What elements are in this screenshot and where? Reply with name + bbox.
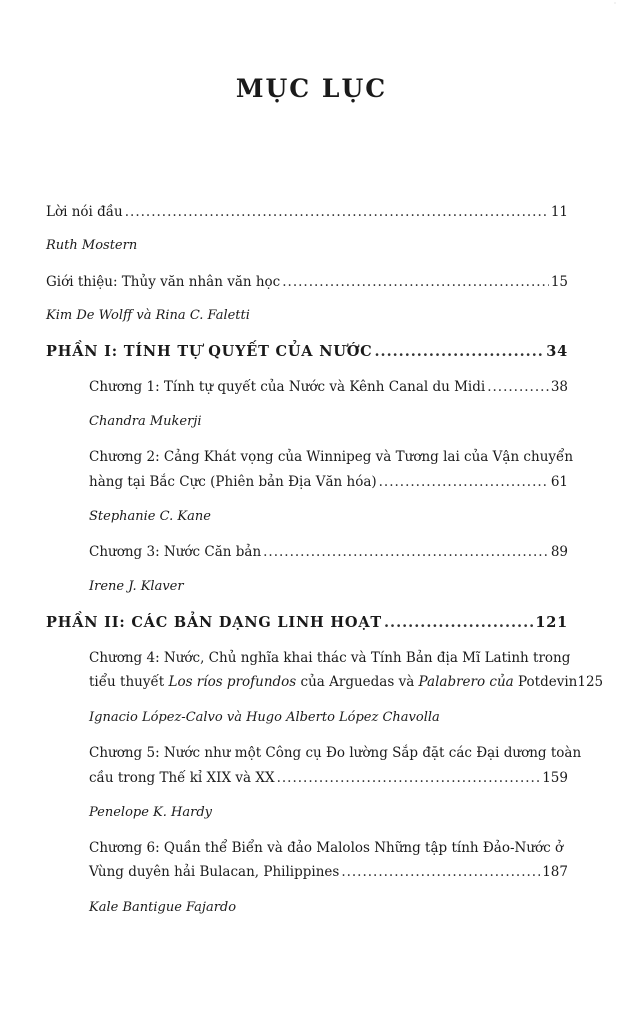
dot-leader — [374, 343, 544, 360]
toc-entry-label: cầu trong Thế kỉ XIX và XX — [89, 770, 275, 786]
toc-entry-chapter-4-line1[interactable]: Chương 4: Nước, Chủ nghĩa khai thác và Tính Bản địa Mĩ Latinh trong — [89, 650, 571, 666]
toc-page-number: 125 — [577, 674, 604, 690]
toc-entry-chapter-3[interactable] — [89, 544, 568, 560]
toc-part-2[interactable] — [46, 614, 568, 631]
dot-leader — [277, 770, 541, 786]
toc-author: Ruth Mostern — [46, 238, 138, 253]
dot-leader — [341, 864, 540, 880]
toc-author: Ignacio López-Calvo và Hugo Alberto López Chavolla — [89, 710, 440, 725]
toc-author: Irene J. Klaver — [89, 579, 184, 594]
toc-author: Chandra Mukerji — [89, 414, 202, 429]
dot-leader — [379, 474, 549, 490]
toc-entry-chapter-4-line2[interactable] — [89, 674, 603, 690]
toc-book-title: Palabrero của — [418, 674, 514, 690]
toc-author: Kale Bantigue Fajardo — [89, 900, 237, 915]
toc-entry-chapter-2-line1[interactable]: Chương 2: Cảng Khát vọng của Winnipeg và Tương lai của Vận chuyển — [89, 449, 574, 465]
toc-entry-intro[interactable] — [46, 274, 568, 290]
toc-entry-label: Vùng duyên hải Bulacan, Philippines — [89, 864, 340, 880]
toc-part-label: PHẦN II: CÁC BẢN DẠNG LINH HOẠT — [46, 614, 382, 631]
toc-entry-chapter-5[interactable] — [89, 770, 568, 786]
toc-entry-foreword[interactable] — [46, 204, 568, 220]
dot-leader — [125, 204, 549, 220]
toc-page-number: 159 — [542, 770, 568, 786]
toc-page-number: 34 — [546, 343, 568, 360]
toc-entry-label: hàng tại Bắc Cực (Phiên bản Địa Văn hóa) — [89, 474, 377, 490]
toc-entry-chapter-6[interactable] — [89, 864, 568, 880]
toc-author: Stephanie C. Kane — [89, 509, 211, 524]
toc-entry-chapter-6-line1[interactable]: Chương 6: Quần thể Biển và đảo Malolos Những tập tính Đảo-Nước ở — [89, 840, 564, 856]
toc-text: tiểu thuyết — [89, 674, 169, 690]
toc-entry-chapter-2[interactable] — [89, 474, 568, 490]
toc-page-number: 15 — [550, 274, 568, 290]
page-title: MỤC LỤC — [235, 74, 388, 103]
corner-mark: ˙ — [613, 2, 617, 11]
toc-entry-label: Chương 1: Tính tự quyết của Nước và Kênh Canal du Midi — [89, 379, 486, 395]
toc-text: của Arguedas và — [296, 674, 419, 690]
toc-page-number: 121 — [535, 614, 568, 631]
toc-page-number: 38 — [550, 379, 568, 395]
dot-leader — [384, 614, 533, 631]
toc-page-number: 61 — [550, 474, 568, 490]
toc-entry-label: Lời nói đầu — [46, 204, 123, 220]
toc-book-title: Los ríos profundos — [168, 674, 297, 690]
toc-entry-chapter-5-line1[interactable]: Chương 5: Nước như một Công cụ Đo lường Sắp đặt các Đại dương toàn — [89, 745, 582, 761]
toc-author: Kim De Wolff và Rina C. Faletti — [46, 308, 250, 323]
toc-entry-label: Giới thiệu: Thủy văn nhân văn học — [46, 274, 281, 290]
toc-entry-chapter-1[interactable] — [89, 379, 568, 395]
toc-page-number: 89 — [550, 544, 568, 560]
toc-part-label: PHẦN I: TÍNH TỰ QUYẾT CỦA NƯỚC — [46, 343, 373, 360]
dot-leader — [487, 379, 549, 395]
toc-page-number: 11 — [550, 204, 568, 220]
toc-entry-label: Chương 3: Nước Căn bản — [89, 544, 262, 560]
toc-page-number: 187 — [542, 864, 568, 880]
dot-leader — [263, 544, 549, 560]
dot-leader — [282, 274, 549, 290]
toc-author: Penelope K. Hardy — [89, 805, 212, 820]
toc-text: Potdevin — [513, 674, 578, 690]
toc-part-1[interactable] — [46, 343, 568, 360]
